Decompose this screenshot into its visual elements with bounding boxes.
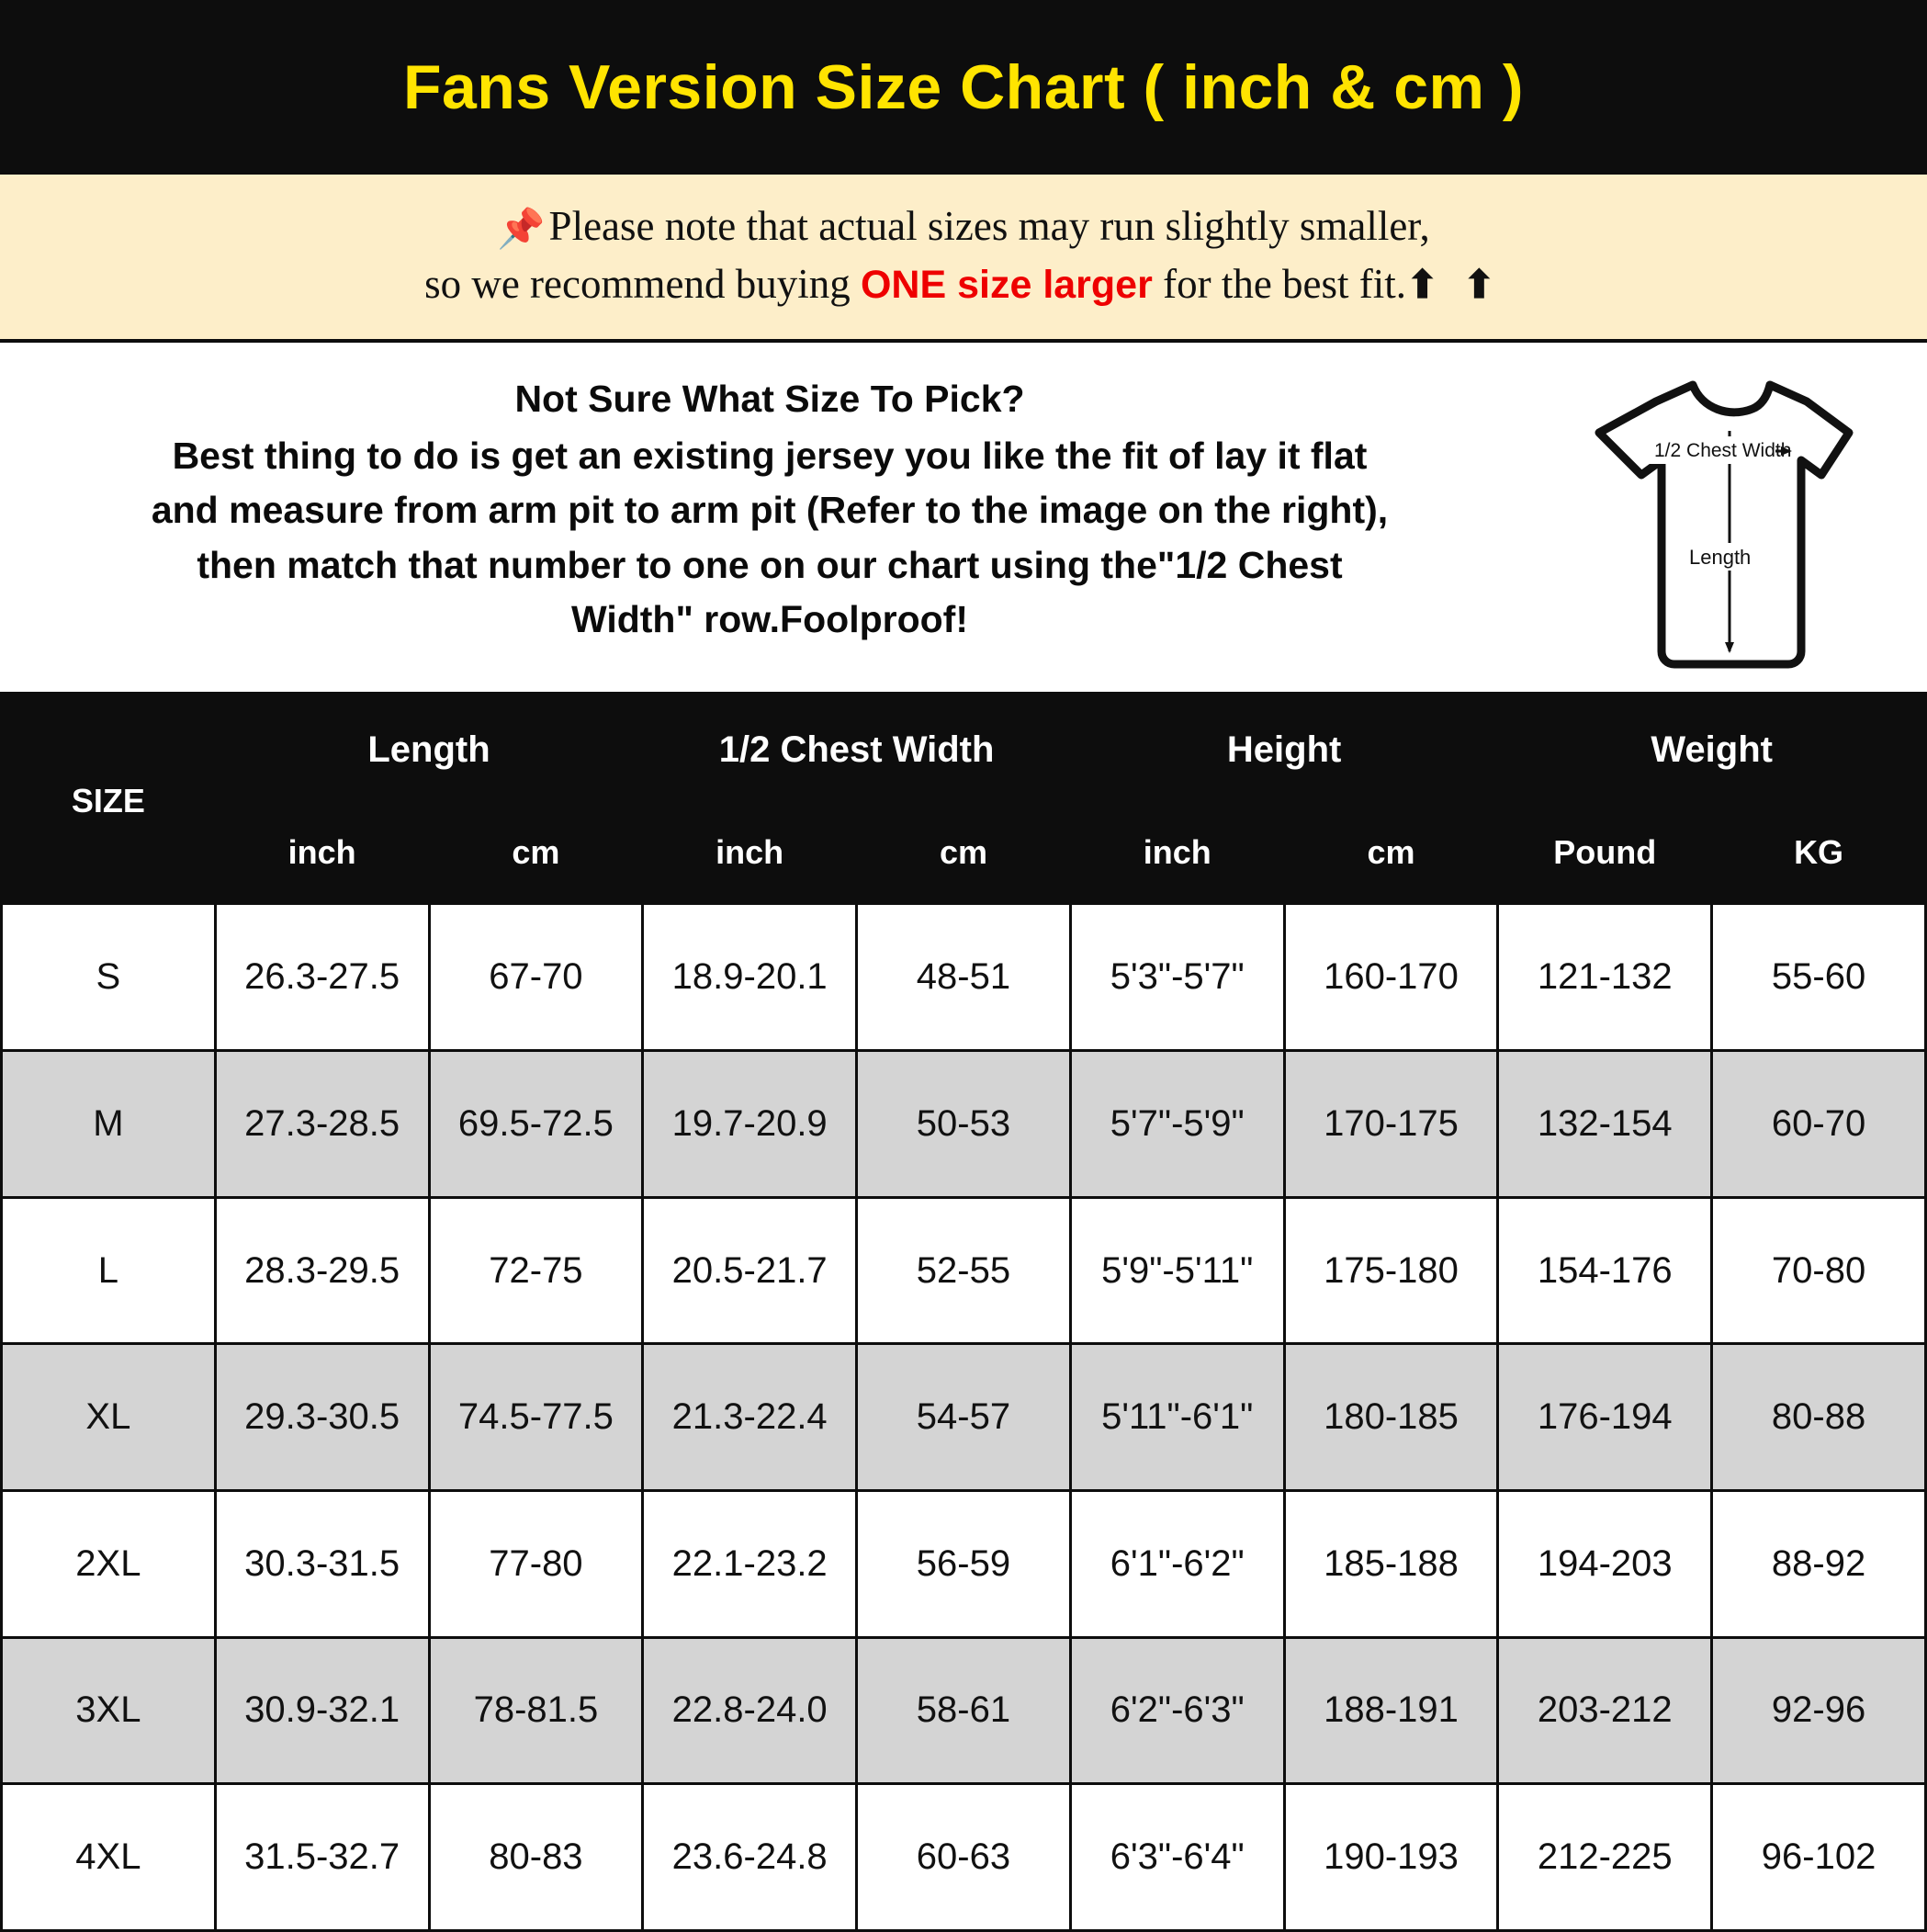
row-size: S — [2, 904, 216, 1051]
table-row — [2, 1637, 1926, 1784]
cell-height-inch: 5'3"-5'7" — [1070, 904, 1284, 1051]
pin-icon: 📌 — [497, 209, 546, 251]
cell-height-inch: 5'11"-6'1" — [1070, 1344, 1284, 1491]
advice-text — [0, 359, 1532, 647]
row-size: 4XL — [2, 1784, 216, 1931]
table-row — [2, 1197, 1926, 1344]
advice-section — [0, 343, 1927, 696]
cell-weight-pound: 176-194 — [1498, 1344, 1712, 1491]
cell-chest-inch: 23.6-24.8 — [643, 1784, 857, 1931]
table-group-header-row — [2, 698, 1926, 802]
cell-height-inch: 6'3"-6'4" — [1070, 1784, 1284, 1931]
note-text-1: Please note that actual sizes may run slightly smaller, — [548, 203, 1430, 249]
cell-length-inch: 31.5-32.7 — [215, 1784, 429, 1931]
cell-length-inch: 30.3-31.5 — [215, 1491, 429, 1638]
tshirt-icon — [1546, 376, 1913, 679]
cell-chest-cm: 56-59 — [857, 1491, 1071, 1638]
cell-height-inch: 6'2"-6'3" — [1070, 1637, 1284, 1784]
note-text-2-prefix: so we recommend buying — [424, 260, 861, 307]
table-row — [2, 904, 1926, 1051]
advice-line-3: then match that number to one on our chart using the"1/2 Chest — [197, 543, 1343, 586]
cell-length-inch: 30.9-32.1 — [215, 1637, 429, 1784]
table-row — [2, 1051, 1926, 1198]
row-size: M — [2, 1051, 216, 1198]
length-label: Length — [1689, 546, 1752, 570]
table-row — [2, 1784, 1926, 1931]
advice-headline: Not Sure What Size To Pick? — [514, 378, 1025, 421]
cell-weight-kg: 80-88 — [1712, 1344, 1926, 1491]
note-line-1 — [18, 198, 1909, 256]
cell-weight-pound: 132-154 — [1498, 1051, 1712, 1198]
note-line-2 — [18, 256, 1909, 312]
cell-weight-kg: 60-70 — [1712, 1051, 1926, 1198]
table-row — [2, 1491, 1926, 1638]
cell-chest-cm: 50-53 — [857, 1051, 1071, 1198]
cell-weight-kg: 92-96 — [1712, 1637, 1926, 1784]
cell-length-cm: 67-70 — [429, 904, 643, 1051]
table-header — [2, 698, 1926, 904]
cell-height-cm: 170-175 — [1284, 1051, 1498, 1198]
cell-length-cm: 74.5-77.5 — [429, 1344, 643, 1491]
cell-chest-cm: 52-55 — [857, 1197, 1071, 1344]
header-weight-kg: KG — [1712, 802, 1926, 904]
advice-line-4: Width" row.Foolproof! — [571, 598, 968, 641]
cell-height-cm: 180-185 — [1284, 1344, 1498, 1491]
cell-chest-inch: 19.7-20.9 — [643, 1051, 857, 1198]
note-banner — [0, 175, 1927, 343]
header-group-length: Length — [215, 698, 643, 802]
cell-height-inch: 5'7"-5'9" — [1070, 1051, 1284, 1198]
table-row — [2, 1344, 1926, 1491]
cell-chest-inch: 20.5-21.7 — [643, 1197, 857, 1344]
cell-chest-cm: 58-61 — [857, 1637, 1071, 1784]
page-title: Fans Version Size Chart ( inch & cm ) — [402, 52, 1525, 122]
chest-width-label: 1/2 Chest Width — [1654, 440, 1792, 462]
header-chest-inch: inch — [643, 802, 857, 904]
cell-weight-pound: 194-203 — [1498, 1491, 1712, 1638]
header-height-cm: cm — [1284, 802, 1498, 904]
cell-chest-inch: 22.8-24.0 — [643, 1637, 857, 1784]
cell-height-cm: 185-188 — [1284, 1491, 1498, 1638]
header-group-height: Height — [1070, 698, 1498, 802]
cell-chest-inch: 18.9-20.1 — [643, 904, 857, 1051]
cell-chest-cm: 48-51 — [857, 904, 1071, 1051]
tshirt-diagram — [1532, 359, 1927, 679]
header-group-chest: 1/2 Chest Width — [643, 698, 1071, 802]
cell-length-cm: 77-80 — [429, 1491, 643, 1638]
header-group-weight: Weight — [1498, 698, 1926, 802]
title-bar — [0, 0, 1927, 175]
table-sub-header-row — [2, 802, 1926, 904]
advice-line-1: Best thing to do is get an existing jersey you like the fit of lay it flat — [172, 434, 1368, 477]
cell-length-inch: 28.3-29.5 — [215, 1197, 429, 1344]
cell-weight-pound: 203-212 — [1498, 1637, 1712, 1784]
cell-weight-pound: 154-176 — [1498, 1197, 1712, 1344]
header-size: SIZE — [2, 698, 216, 904]
cell-height-cm: 190-193 — [1284, 1784, 1498, 1931]
cell-chest-cm: 54-57 — [857, 1344, 1071, 1491]
cell-length-inch: 29.3-30.5 — [215, 1344, 429, 1491]
cell-weight-kg: 70-80 — [1712, 1197, 1926, 1344]
cell-height-inch: 6'1"-6'2" — [1070, 1491, 1284, 1638]
cell-weight-kg: 88-92 — [1712, 1491, 1926, 1638]
cell-height-inch: 5'9"-5'11" — [1070, 1197, 1284, 1344]
header-chest-cm: cm — [857, 802, 1071, 904]
header-height-inch: inch — [1070, 802, 1284, 904]
note-highlight: ONE size larger — [860, 262, 1153, 307]
header-length-cm: cm — [429, 802, 643, 904]
cell-length-inch: 26.3-27.5 — [215, 904, 429, 1051]
advice-line-2: and measure from arm pit to arm pit (Refer to the image on the right), — [151, 489, 1389, 532]
table-body — [2, 904, 1926, 1931]
note-text-2-suffix: for the best fit. — [1152, 260, 1407, 307]
arrow-up-icon: ⬆ ⬆ — [1406, 264, 1503, 307]
cell-weight-kg: 96-102 — [1712, 1784, 1926, 1931]
cell-chest-inch: 22.1-23.2 — [643, 1491, 857, 1638]
cell-weight-kg: 55-60 — [1712, 904, 1926, 1051]
row-size: 2XL — [2, 1491, 216, 1638]
cell-length-cm: 80-83 — [429, 1784, 643, 1931]
cell-weight-pound: 212-225 — [1498, 1784, 1712, 1931]
cell-height-cm: 175-180 — [1284, 1197, 1498, 1344]
cell-length-cm: 72-75 — [429, 1197, 643, 1344]
cell-weight-pound: 121-132 — [1498, 904, 1712, 1051]
cell-length-cm: 78-81.5 — [429, 1637, 643, 1784]
size-table — [0, 696, 1927, 1932]
cell-chest-inch: 21.3-22.4 — [643, 1344, 857, 1491]
cell-height-cm: 160-170 — [1284, 904, 1498, 1051]
row-size: 3XL — [2, 1637, 216, 1784]
header-length-inch: inch — [215, 802, 429, 904]
cell-height-cm: 188-191 — [1284, 1637, 1498, 1784]
row-size: L — [2, 1197, 216, 1344]
cell-chest-cm: 60-63 — [857, 1784, 1071, 1931]
cell-length-cm: 69.5-72.5 — [429, 1051, 643, 1198]
cell-length-inch: 27.3-28.5 — [215, 1051, 429, 1198]
row-size: XL — [2, 1344, 216, 1491]
header-weight-pound: Pound — [1498, 802, 1712, 904]
